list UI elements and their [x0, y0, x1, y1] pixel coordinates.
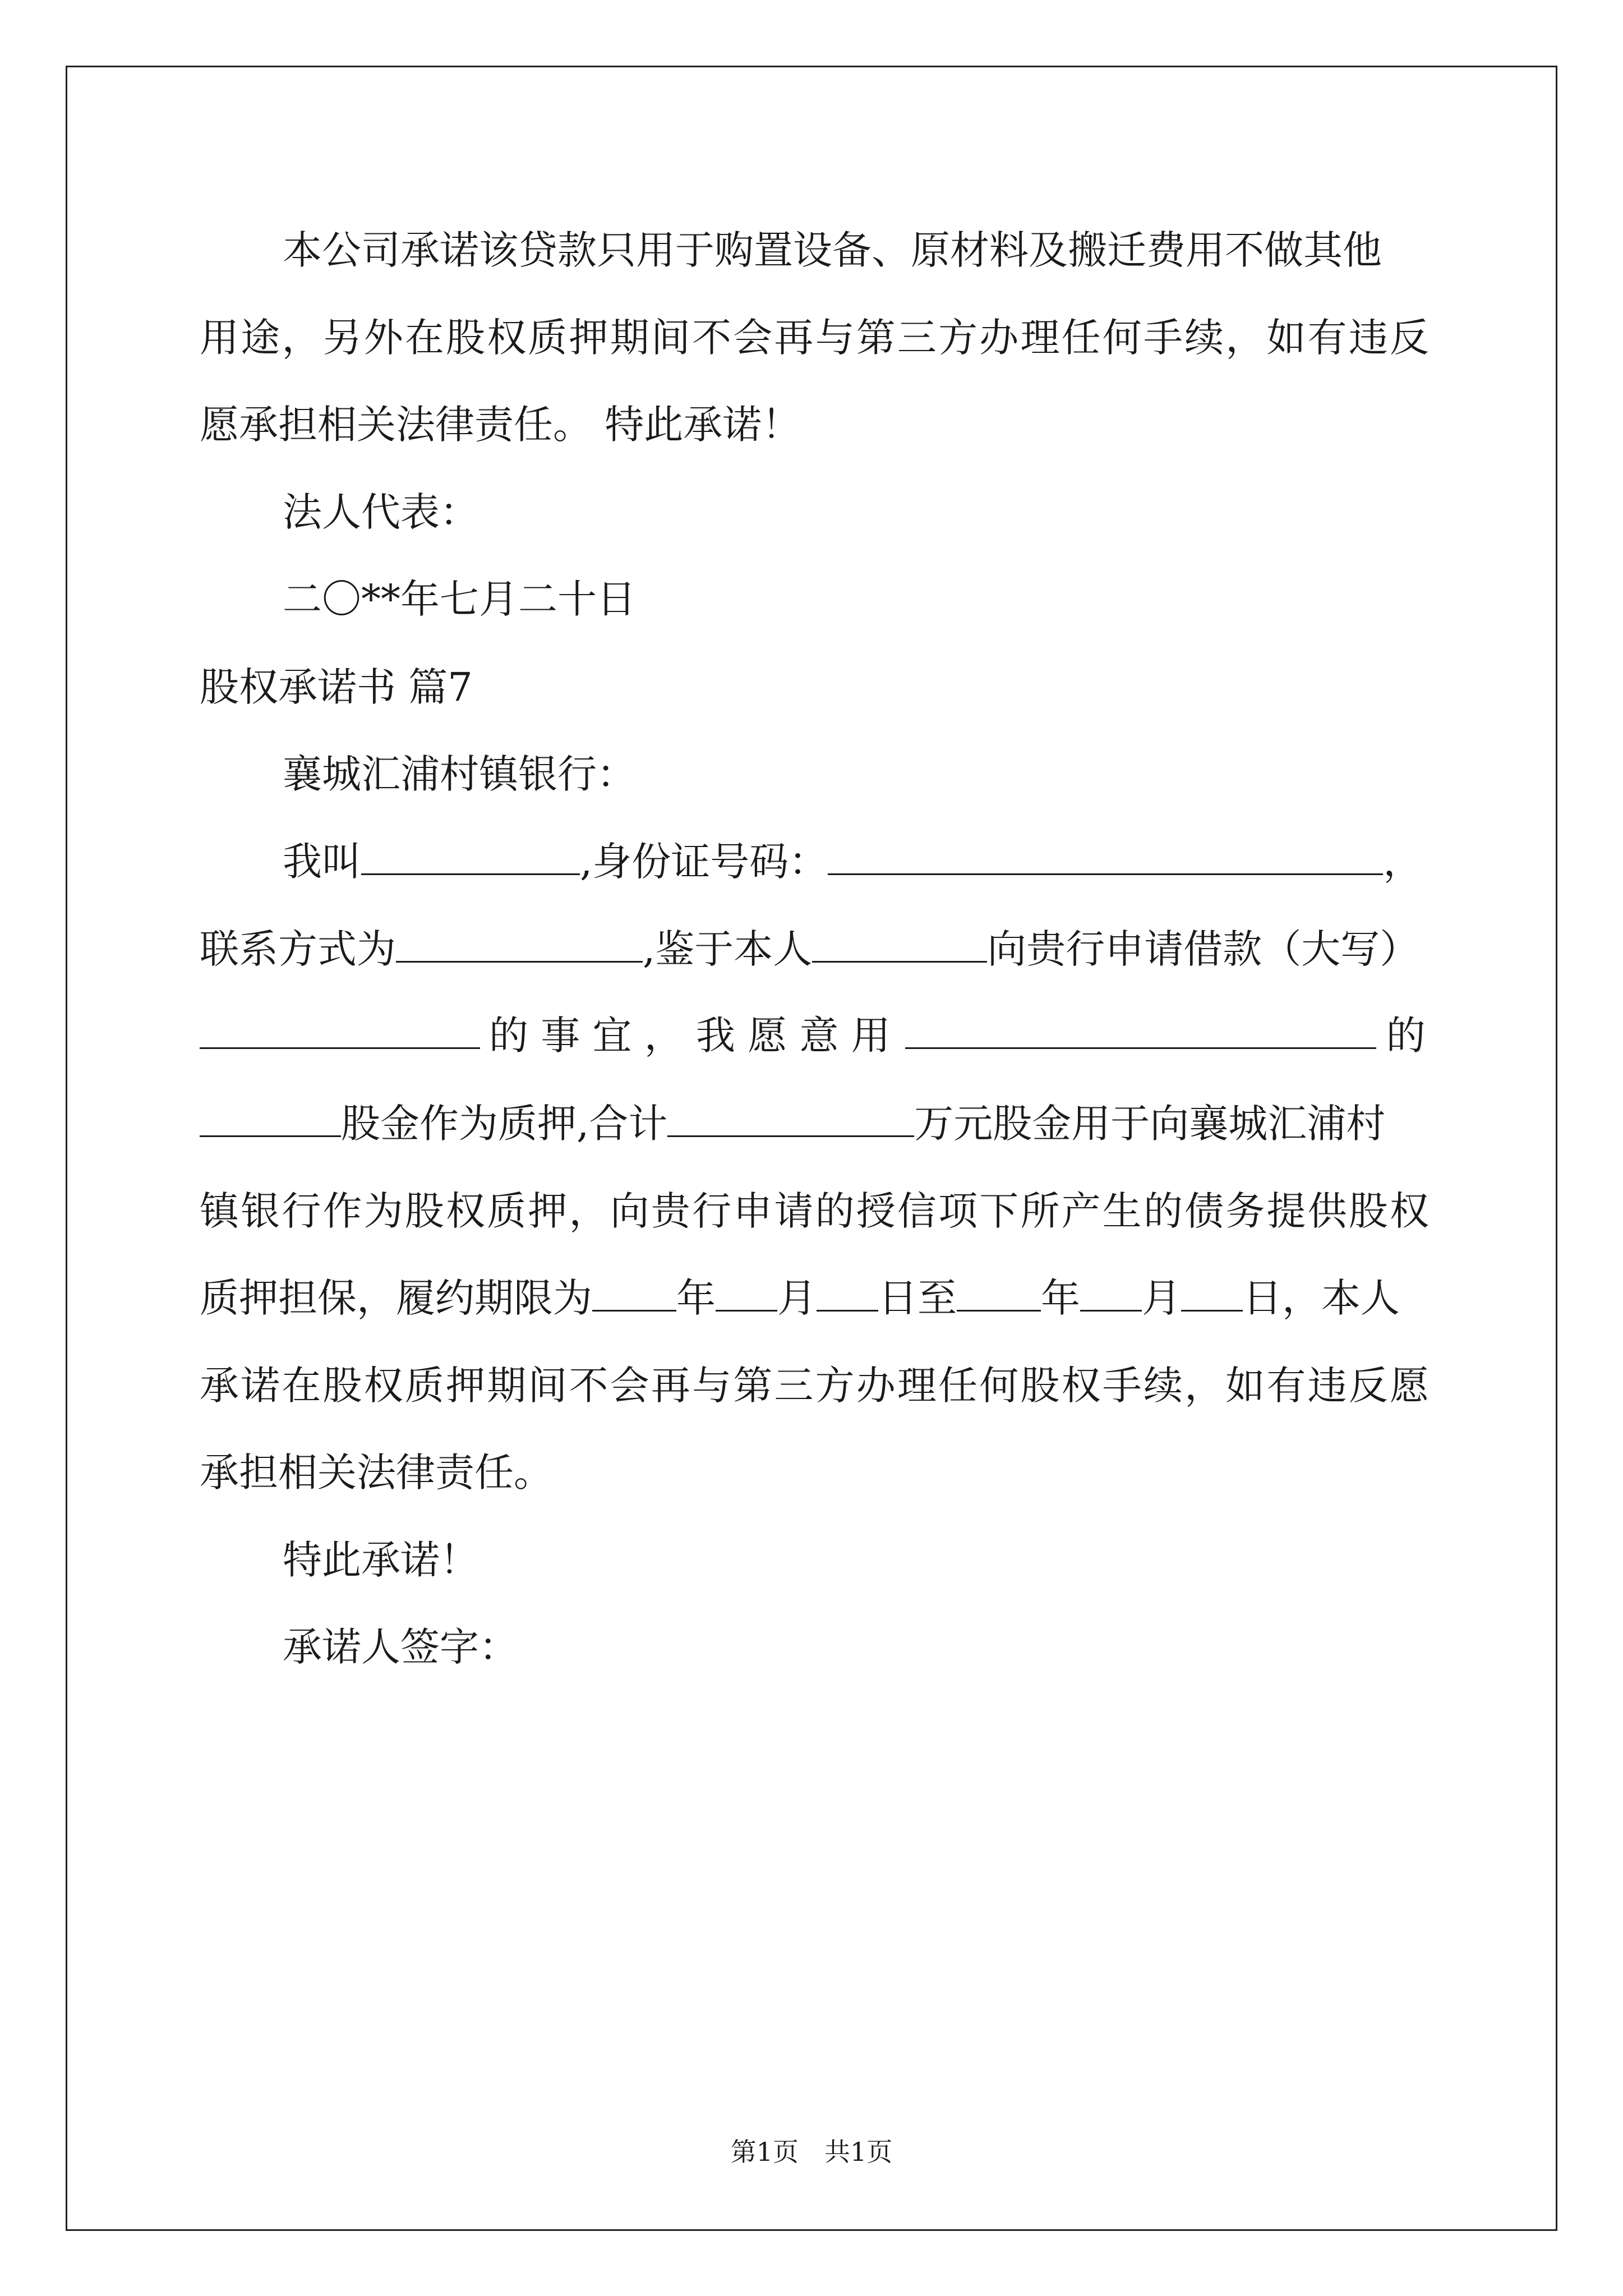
of-label: 的: [1386, 1013, 1426, 1059]
closing-statement: 特此承诺！: [283, 1537, 479, 1583]
end-year-blank[interactable]: [957, 1275, 1041, 1312]
paragraph-line-14: 承诺在股权质押期间不会再与第三方办理任何股权手续，如有违反愿: [200, 1363, 1429, 1409]
addressee-line: 襄城汇浦村镇银行：: [283, 751, 636, 797]
end-day-label: 日，本人: [1243, 1275, 1400, 1321]
end-year-label: 年: [1041, 1275, 1080, 1321]
legal-representative-label: 法人代表：: [283, 489, 479, 535]
date-line: 二〇**年七月二十日: [283, 576, 636, 622]
share-blank[interactable]: [200, 1101, 341, 1137]
signature-label: 承诺人签字：: [283, 1624, 518, 1670]
start-day-blank[interactable]: [817, 1275, 878, 1312]
term-label: 质押担保，履约期限为: [200, 1275, 592, 1321]
share-amount-line: [200, 1082, 1385, 1166]
comma: ，: [1383, 839, 1423, 885]
contact-label: 联系方式为: [200, 926, 396, 972]
pledge-matter-line: [200, 993, 1426, 1078]
paragraph-line-2: 用途，另外在股权质押期间不会再与第三方办理任何手续，如有违反: [200, 315, 1429, 361]
start-year-blank[interactable]: [592, 1275, 676, 1312]
name-blank[interactable]: [361, 839, 580, 875]
section-heading: 股权承诺书 篇7: [200, 664, 473, 710]
start-month-label: 月: [777, 1275, 817, 1321]
start-month-blank[interactable]: [716, 1275, 777, 1312]
contact-loan-line: [200, 907, 1419, 991]
loan-applicant-label: ,鉴于本人: [643, 926, 813, 972]
end-month-label: 月: [1142, 1275, 1181, 1321]
contact-blank[interactable]: [396, 926, 643, 963]
total-amount-blank[interactable]: [667, 1101, 914, 1137]
paragraph-line-3: 愿承担相关法律责任。 特此承诺！: [200, 402, 801, 448]
pledge-matter-label: 的 事 宜 ， 我 愿 意 用: [489, 1013, 891, 1059]
name-id-line: [283, 820, 1422, 904]
loan-request-label: 向贵行申请借款（大写）: [987, 926, 1419, 972]
share-pledge-label: 股金作为质押,合计: [341, 1101, 668, 1147]
id-number-blank[interactable]: [828, 839, 1383, 875]
paragraph-line-15: 承担相关法律责任。: [200, 1450, 553, 1496]
equity-source-blank[interactable]: [905, 1013, 1376, 1049]
end-day-blank[interactable]: [1181, 1275, 1243, 1312]
applicant-blank[interactable]: [812, 926, 987, 963]
end-month-blank[interactable]: [1080, 1275, 1142, 1312]
term-period-line: [200, 1256, 1400, 1340]
start-year-label: 年: [676, 1275, 716, 1321]
id-number-label: ,身份证号码：: [580, 839, 828, 885]
loan-amount-blank[interactable]: [200, 1013, 480, 1049]
share-use-label: 万元股金用于向襄城汇浦村: [914, 1101, 1386, 1147]
name-label: 我叫: [283, 839, 361, 885]
paragraph-line-1: 本公司承诺该贷款只用于购置设备、原材料及搬迁费用不做其他: [283, 227, 1382, 273]
start-day-label: 日至: [878, 1275, 957, 1321]
paragraph-line-12: 镇银行作为股权质押，向贵行申请的授信项下所产生的债务提供股权: [200, 1188, 1429, 1234]
page-footer: 第1页 共1页: [730, 2137, 893, 2167]
